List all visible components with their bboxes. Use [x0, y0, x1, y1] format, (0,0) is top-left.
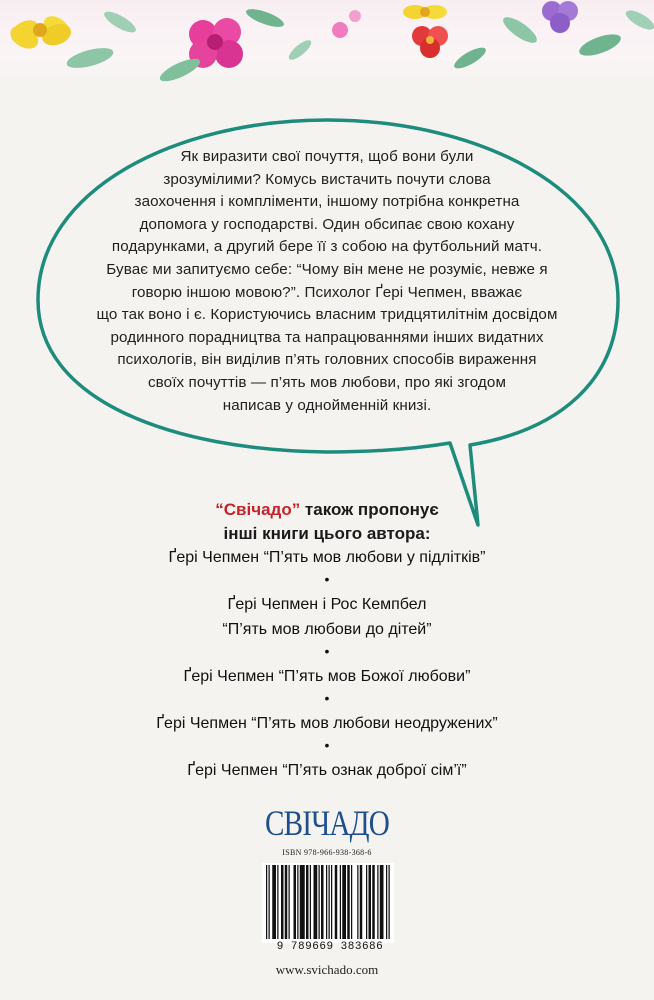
- book-title: Ґері Чепмен “П’ять мов Божої любови”: [183, 668, 471, 685]
- barcode-bars: [262, 863, 394, 943]
- barcode-bar: [281, 865, 284, 939]
- book-item: [0, 664, 654, 689]
- barcode-bar: [340, 865, 341, 939]
- barcode-bar: [289, 865, 290, 939]
- book-title: Ґері Чепмен “П’ять мов любови неодружених”: [156, 715, 498, 732]
- svichado-logo: [262, 797, 392, 845]
- barcode-bar: [277, 865, 278, 939]
- barcode-bar: [360, 865, 363, 939]
- description-line: своїх почуттів — п’ять мов любови, про які згодом: [147, 373, 506, 391]
- barcode-bar: [331, 865, 332, 939]
- description-line: що так воно і є. Користуючись власним тридцятилітнім досвідом: [96, 306, 558, 324]
- book-description: [78, 146, 576, 417]
- barcode-bar: [314, 865, 318, 939]
- description-line: Буває ми запитуємо себе: “Чому він мене не розуміє, невже я: [106, 260, 548, 278]
- barcode-bar: [351, 865, 352, 939]
- barcode-bar: [269, 865, 270, 939]
- barcode-bar: [342, 865, 346, 939]
- barcode-bar: [366, 865, 367, 939]
- barcode-bar: [319, 865, 320, 939]
- barcode-bar: [266, 865, 267, 939]
- barcode-bar: [297, 865, 298, 939]
- logo-wordmark: СВІЧАДО: [265, 803, 389, 843]
- offer-subtext: інші книги цього автора:: [223, 524, 431, 543]
- barcode-bar: [285, 865, 288, 939]
- description-line: Як виразити свої почуття, щоб вони були: [180, 148, 474, 165]
- description-line: подарунками, а другий бере її з собою на футбольний матч.: [111, 238, 543, 256]
- barcode-bar: [369, 865, 372, 939]
- description-line: зрозумілими? Комусь вистачить почути слова: [163, 170, 491, 188]
- publisher-logo: [262, 797, 392, 845]
- barcode-bar: [380, 865, 384, 939]
- other-books-list: [0, 545, 654, 783]
- book-title: “П’ять мов любови до дітей”: [222, 621, 432, 638]
- barcode-bar: [310, 865, 311, 939]
- barcode: [262, 863, 394, 943]
- book-item: [0, 758, 654, 783]
- book-item: [0, 545, 654, 570]
- book-title: Ґері Чепмен “П’ять мов любови у підлітків”: [168, 549, 486, 566]
- description-line: написав у однойменній книзі.: [222, 396, 432, 414]
- book-authors: Ґері Чепмен і Рос Кемпбел: [227, 596, 427, 613]
- book-title: Ґері Чепмен “П’ять ознак доброї сім’ї”: [187, 762, 467, 779]
- barcode-bar: [306, 865, 309, 939]
- isbn-text: ISBN 978-966-938-368-6: [282, 848, 372, 857]
- barcode-bar: [294, 865, 297, 939]
- barcode-bar: [347, 865, 350, 939]
- description-line: говорю іншою мовою?”. Психолог Ґері Чепмен, вважає: [131, 283, 523, 301]
- separator-dot: •: [324, 643, 330, 659]
- offer-text: також пропонує: [300, 500, 439, 519]
- separator-dot: •: [324, 571, 330, 587]
- barcode-bar: [321, 865, 324, 939]
- barcode-bar: [386, 865, 387, 939]
- book-item: [0, 592, 654, 642]
- barcode-bar: [377, 865, 378, 939]
- barcode-bar: [357, 865, 358, 939]
- barcode-bar: [389, 865, 390, 939]
- separator-dot: •: [324, 737, 330, 753]
- description-line: допомога у господарстві. Один обсипає свою кохану: [139, 215, 515, 233]
- barcode-bar: [272, 865, 276, 939]
- book-item: [0, 711, 654, 736]
- publisher-website: www.svichado.com: [275, 962, 379, 977]
- separator-dot: •: [324, 690, 330, 706]
- other-books-heading: [0, 498, 654, 546]
- description-line: родинного порадництва та напрацюваннями інших видатних: [110, 328, 544, 346]
- barcode-bar: [329, 865, 330, 939]
- description-line: заохочення і компліменти, іншому потрібна конкретна: [134, 193, 520, 211]
- barcode-bar: [300, 865, 305, 939]
- publisher-name: “Свічадо”: [215, 500, 301, 519]
- barcode-number: 9 789669 383686: [276, 941, 384, 953]
- description-line: психологів, він виділив п’ять головних способів вираження: [117, 351, 537, 369]
- barcode-bar: [335, 865, 338, 939]
- barcode-bar: [326, 865, 327, 939]
- barcode-bar: [372, 865, 375, 939]
